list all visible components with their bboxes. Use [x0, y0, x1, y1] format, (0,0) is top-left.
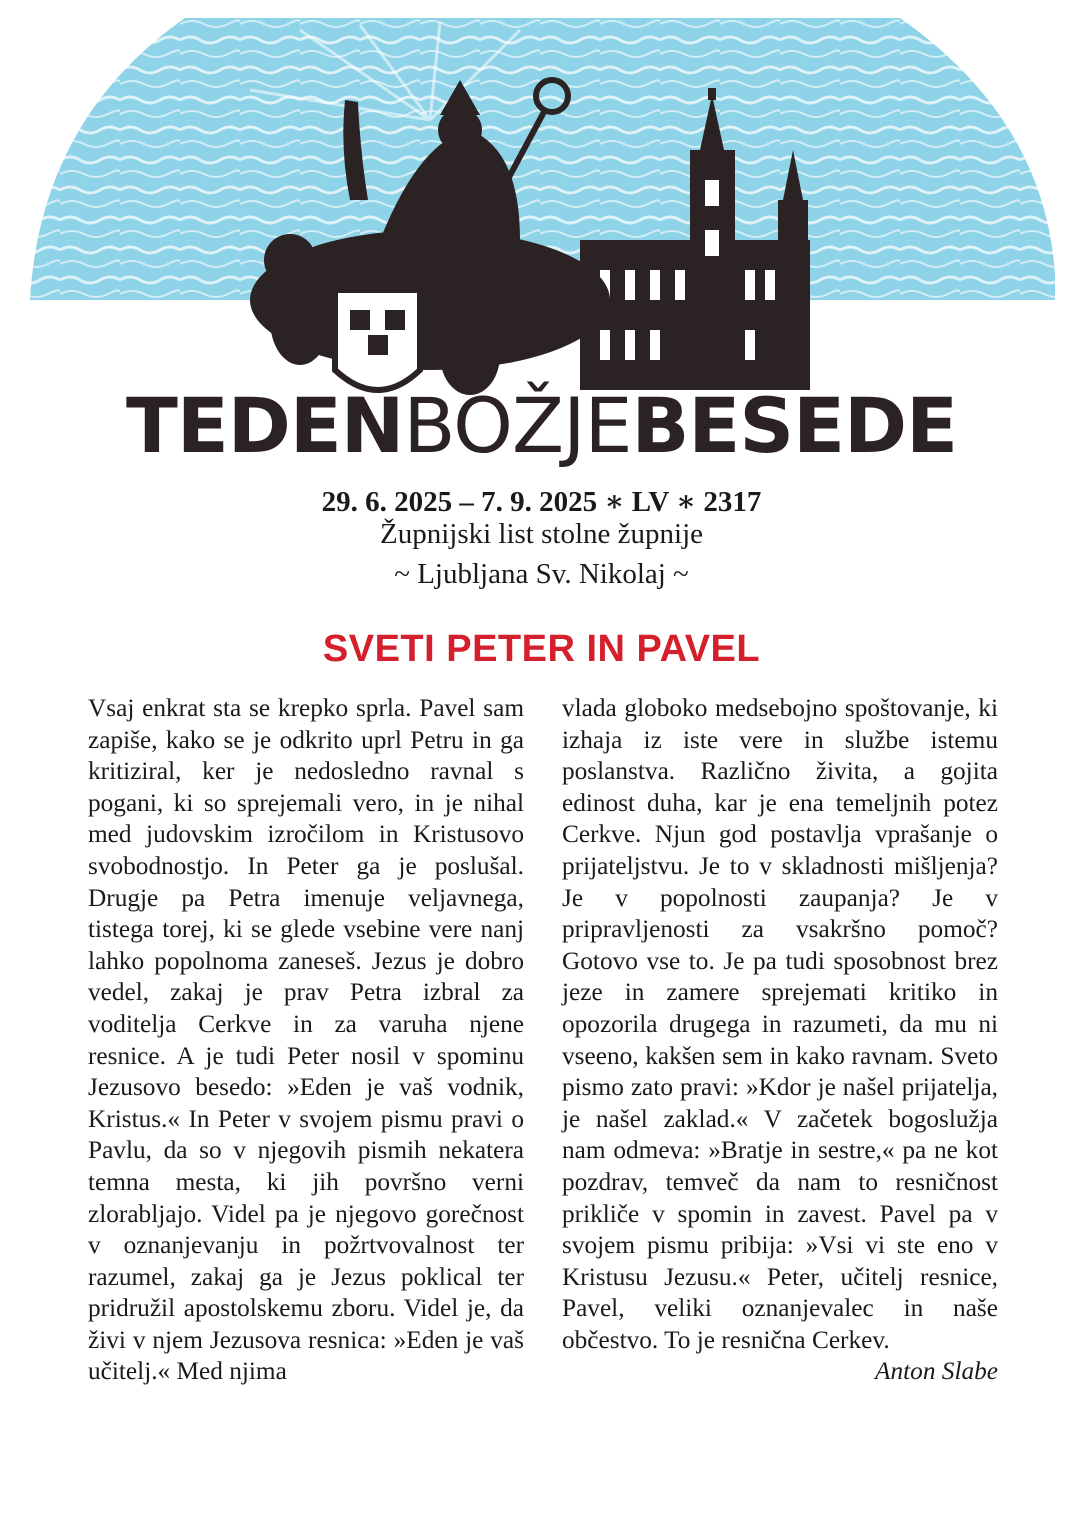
logo-word-besede: BESEDE [631, 381, 957, 470]
masthead-logo [0, 381, 1083, 470]
article-title: SVETI PETER IN PAVEL [322, 628, 761, 670]
article-body [88, 693, 998, 1388]
article-column-1 [88, 693, 524, 1388]
logo-word-bozje: BOŽJE [403, 381, 632, 470]
publication-subtitle: Župnijski list stolne župnije [379, 518, 703, 550]
article-paragraph: vlada globoko medsebojno spoštovanje, ki izhaja iz iste vere in službe istemu poslanstva. Različno živita, a gojita edinost duha, kar je ena temeljnih potez Cerkve. Njun god postavlja vprašanje o prijateljstvu. Je to v skladnosti mišljenja? Je v popolnosti zaupanja? Je v pripravljenosti za vsakršno pomoč? Gotovo vse to. Je pa tudi sposobnost brez jeze in zamere sprejemati kritiko in opozorila drugega in razumeti, da mu ni vseeno, kakšen sem in kako ravnam. Sveto pismo zato pravi: »Kdor je našel prijatelja, je našel zaklad.« V začetek bogoslužja nam odmeva: »Bratje in sestre,« pa ne kot pozdrav, temveč da nam to resničnost prikliče v spomin in zavest. Pavel pa v svojem pismu pribija: »Vsi vi ste eno v Kristusu Jezusu.« Peter, učitelj resnice, Pavel, veliki oznanjevalec in naše občestvo. To je resnična Cerkev. [562, 694, 998, 1354]
issue-line: 29. 6. 2025 – 7. 9. 2025 ∗ LV ∗ 2317 [321, 486, 762, 518]
coat-of-arms [335, 290, 420, 390]
article-author: Anton Slabe [875, 1357, 998, 1386]
article-column-2 [562, 693, 998, 1388]
parish-name: ~ Ljubljana Sv. Nikolaj ~ [394, 558, 689, 590]
logo-word-teden: TEDEN [126, 381, 404, 470]
masthead [0, 0, 1083, 470]
article-paragraph: Vsaj enkrat sta se krepko sprla. Pavel sam zapiše, kako se je odkrito uprl Petru in ga kritiziral, ker je nedosledno ravnal s pogani, ki so sprejemali vero, in je nihal med judovskim izročilom in Kristusovo svobodnostjo. In Peter ga je poslušal. Drugje pa Petra imenuje veljavnega, tistega torej, ki se glede vsebine vere nanj lahko popolnoma zaneseš. Jezus je dobro vedel, zakaj je prav Petra izbral za voditelja Cerkve in za varuha njene resnice. A je tudi Peter nosil v spominu Jezusovo besedo: »Eden je vaš vodnik, Kristus.« In Peter v svojem pismu pravi o Pavlu, da so v njegovih pismih nekatera temna mesta, ki jih površno verni zlorabljajo. Videl pa je njegovo gorečnost v oznanjevanju in požrtvovalnost ter razumel, zakaj ga je Jezus poklical ter pridružil apostolskemu zboru. Videl je, da živi v njem Jezusova resnica: »Eden je vaš učitelj.« Med njima [88, 694, 524, 1386]
